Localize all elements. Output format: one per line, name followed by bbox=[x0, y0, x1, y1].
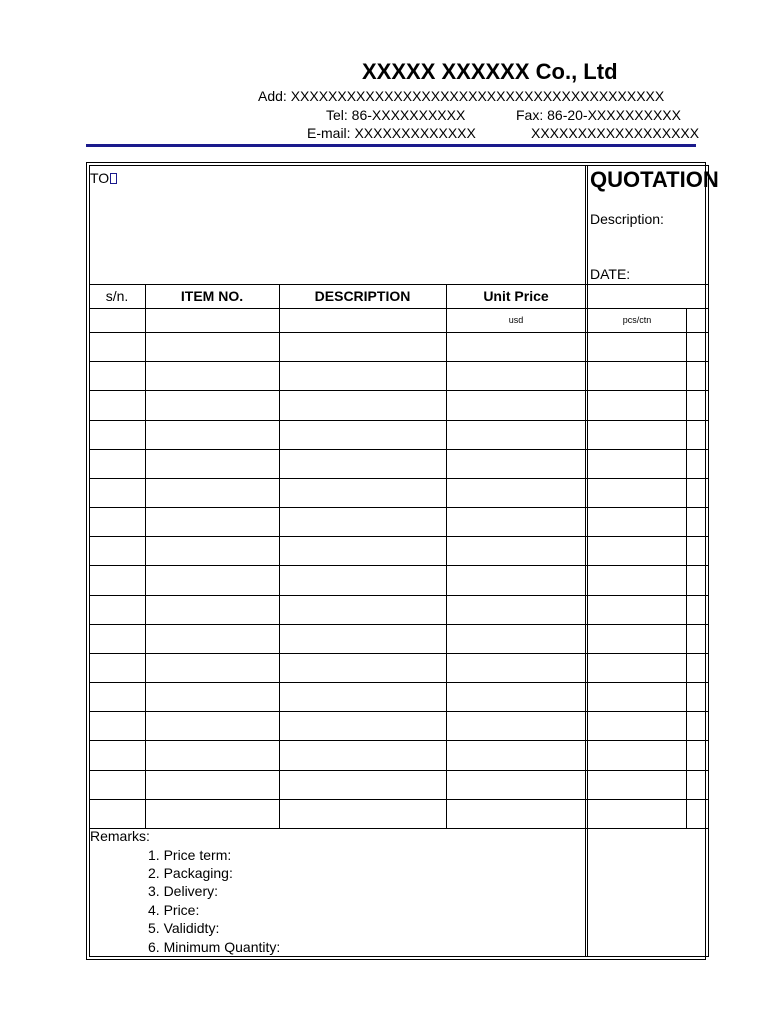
company-tel: Tel: 86-XXXXXXXXXX bbox=[326, 107, 466, 123]
row-line bbox=[89, 682, 709, 683]
row-line bbox=[89, 595, 709, 596]
unit-usd: usd bbox=[508, 315, 524, 325]
row-line bbox=[89, 828, 709, 829]
header-unit-price: Unit Price bbox=[483, 288, 549, 304]
row-line bbox=[89, 653, 709, 654]
quotation-title: QUOTATION bbox=[590, 167, 719, 192]
unit-pcs-ctn: pcs/ctn bbox=[622, 315, 652, 325]
row-line bbox=[89, 799, 709, 800]
company-address: Add: XXXXXXXXXXXXXXXXXXXXXXXXXXXXXXXXXXXXXXXX bbox=[258, 88, 665, 104]
row-line bbox=[89, 565, 709, 566]
col-line-4 bbox=[585, 284, 588, 828]
description-label: Description: bbox=[590, 211, 664, 227]
remark-item: 6. Minimum Quantity: bbox=[148, 939, 281, 955]
row-line bbox=[89, 390, 709, 391]
date-label: DATE: bbox=[590, 266, 631, 282]
row-line bbox=[89, 740, 709, 741]
row-line bbox=[89, 420, 709, 421]
row-line bbox=[89, 624, 709, 625]
header-sn: s/n. bbox=[105, 288, 129, 304]
company-fax: Fax: 86-20-XXXXXXXXXX bbox=[516, 107, 681, 123]
col-line-5 bbox=[686, 308, 687, 828]
to-label: TO bbox=[90, 170, 117, 186]
row-line bbox=[89, 449, 709, 450]
info-divider bbox=[585, 165, 588, 284]
row-line bbox=[89, 478, 709, 479]
remark-item: 5. Valididty: bbox=[148, 920, 220, 936]
row-line bbox=[89, 507, 709, 508]
header-item-no: ITEM NO. bbox=[180, 288, 244, 304]
remark-item: 4. Price: bbox=[148, 902, 200, 918]
row-line bbox=[89, 770, 709, 771]
row-line bbox=[89, 332, 709, 333]
row-line bbox=[89, 361, 709, 362]
remarks-title: Remarks: bbox=[90, 828, 150, 844]
header-packing bbox=[588, 285, 688, 308]
remarks-divider bbox=[585, 828, 588, 957]
row-line bbox=[89, 536, 709, 537]
col-line-1 bbox=[145, 284, 146, 828]
header-description: DESCRIPTION bbox=[314, 288, 411, 304]
header-divider bbox=[86, 144, 696, 147]
col-line-3 bbox=[446, 284, 447, 828]
remark-item: 1. Price term: bbox=[148, 847, 232, 863]
col-line-2 bbox=[279, 284, 280, 828]
remark-item: 3. Delivery: bbox=[148, 883, 219, 899]
row-line bbox=[89, 308, 709, 309]
placeholder-box-icon bbox=[110, 173, 117, 184]
remark-item: 2. Packaging: bbox=[148, 865, 233, 881]
company-email: E-mail: XXXXXXXXXXXXX bbox=[307, 125, 476, 141]
row-line bbox=[89, 711, 709, 712]
company-website: XXXXXXXXXXXXXXXXXX bbox=[531, 125, 700, 141]
company-name: XXXXX XXXXXX Co., Ltd bbox=[362, 59, 618, 84]
